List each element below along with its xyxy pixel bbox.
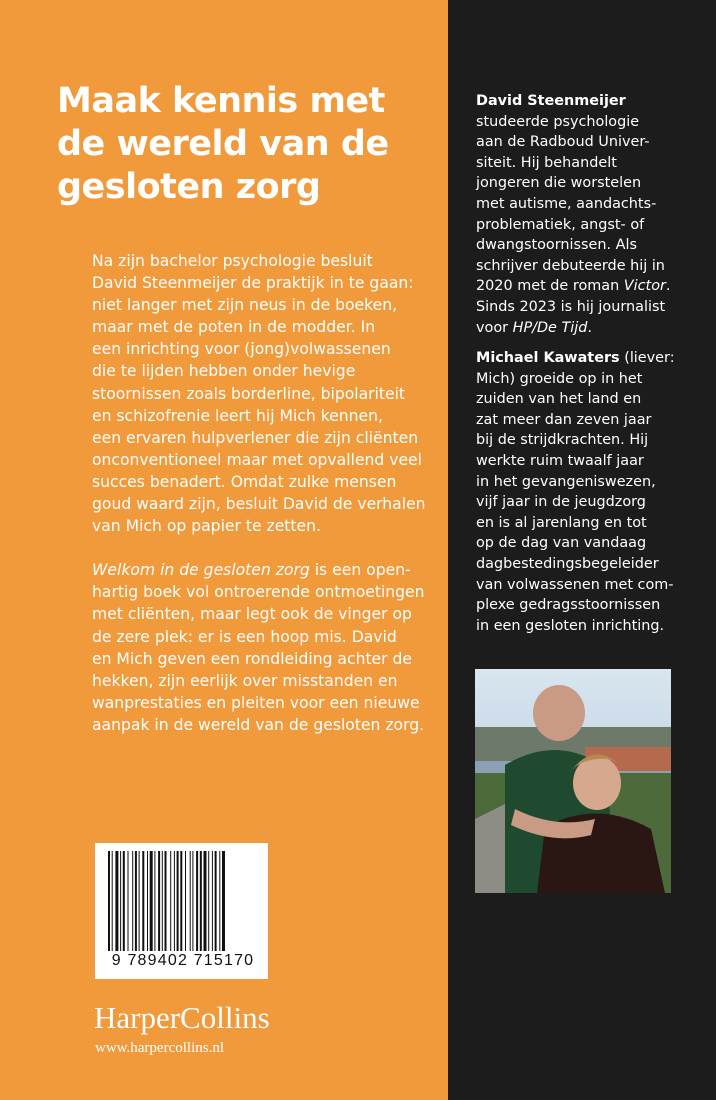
bio-line: vijf jaar in de jeugdzorg xyxy=(476,494,646,511)
barcode-bars xyxy=(108,851,255,951)
blurb-line: maar met de poten in de modder. In xyxy=(92,318,376,337)
headline xyxy=(57,80,437,209)
bio-line: dagbestedingsbegeleider xyxy=(476,555,659,572)
bio-line: zat meer dan zeven jaar xyxy=(476,411,652,428)
barcode xyxy=(95,843,268,979)
author-name: Michael Kawaters xyxy=(476,350,620,366)
bio-line: plexe gedragsstoornissen xyxy=(476,597,661,614)
bio-line-text: (liever: xyxy=(619,350,675,366)
bio-line: met autisme, aandachts- xyxy=(476,195,657,212)
author-photo-illustration xyxy=(475,669,671,893)
blurb-line: aanpak in de wereld van de gesloten zorg. xyxy=(92,715,425,734)
novel-title: Victor xyxy=(623,278,666,295)
blurb-line: wanprestaties en pleiten voor een nieuwe xyxy=(92,693,420,712)
bio-line: Mich) groeide op in het xyxy=(476,370,643,387)
bio-line: aan de Radboud Univer- xyxy=(476,134,650,151)
bio-line: op de dag van vandaag xyxy=(476,535,647,552)
blurb-paragraph-2 xyxy=(92,559,432,736)
bio-line-text: voor xyxy=(476,319,513,336)
bio-line: jongeren die worstelen xyxy=(476,175,642,192)
headline-line: Maak kennis met xyxy=(57,81,385,121)
bio-line xyxy=(476,91,706,112)
author-bio-david xyxy=(476,91,706,338)
bio-line: in het gevangeniswezen, xyxy=(476,473,656,490)
bio-line: studeerde psychologie xyxy=(476,113,640,130)
bio-line xyxy=(476,318,706,339)
blurb-line: hekken, zijn eerlijk over misstanden en xyxy=(92,671,398,690)
bio-line: dwangstoornissen. Als xyxy=(476,237,637,254)
blurb-line: niet langer met zijn neus in de boeken, xyxy=(92,296,398,315)
bio-line: werkte ruim twaalf jaar xyxy=(476,452,644,469)
publisher-logo: HarperCollins xyxy=(94,1000,270,1035)
publisher-website[interactable]: www.harpercollins.nl xyxy=(95,1040,224,1056)
blurb-line: van Mich op papier te zetten. xyxy=(92,517,321,536)
blurb-line: hartig boek vol ontroerende ontmoetingen xyxy=(92,583,425,602)
bio-line-text: . xyxy=(587,319,592,336)
book-title: Welkom in de gesloten zorg xyxy=(92,561,310,580)
blurb-line-rest: is een open- xyxy=(309,561,411,580)
blurb-line: en Mich geven een rondleiding achter de xyxy=(92,649,413,668)
bio-line: van volwassenen met com- xyxy=(476,576,674,593)
bio-line-text: . xyxy=(665,278,671,295)
blurb-line: David Steenmeijer de praktijk in te gaan: xyxy=(92,274,414,293)
bio-line: en is al jarenlang en tot xyxy=(476,514,647,531)
blurb-line: een ervaren hulpverlener die zijn cliënten xyxy=(92,428,419,447)
bio-line: zuiden van het land en xyxy=(476,391,642,408)
blurb-line: stoornissen zoals borderline, bipolariteit xyxy=(92,384,406,403)
magazine-title: HP/De Tijd xyxy=(512,319,588,336)
blurb-line: die te lijden hebben onder hevige xyxy=(92,362,356,381)
bio-line: problematiek, angst- of xyxy=(476,216,645,233)
blurb-line: Na zijn bachelor psychologie besluit xyxy=(92,252,373,270)
blurb-text xyxy=(92,250,432,758)
bio-line xyxy=(476,348,706,369)
blurb-line: met cliënten, maar legt ook de vinger op xyxy=(92,605,412,624)
author-bio-michael xyxy=(476,348,706,636)
bio-line: bij de strijdkrachten. Hij xyxy=(476,432,649,449)
blurb-line: onconventioneel maar met opvallend veel xyxy=(92,450,422,469)
author-photo xyxy=(475,669,671,893)
bio-line xyxy=(476,276,706,297)
blurb-paragraph-1 xyxy=(92,250,432,537)
bio-line: in een gesloten inrichting. xyxy=(476,617,665,634)
headline-line: gesloten zorg xyxy=(57,167,321,207)
headline-line: de wereld van de xyxy=(57,124,389,164)
isbn-number: 9 789402 715170 xyxy=(111,952,255,969)
blurb-line: de zere plek: er is een hoop mis. David xyxy=(92,627,397,646)
blurb-line xyxy=(92,559,432,581)
blurb-line: een inrichting voor (jong)volwassenen xyxy=(92,340,391,359)
bio-line: siteit. Hij behandelt xyxy=(476,154,617,171)
bio-line: schrijver debuteerde hij in xyxy=(476,257,665,274)
bio-line: Sinds 2023 is hij journalist xyxy=(476,298,666,315)
blurb-line: succes benadert. Omdat zulke mensen xyxy=(92,472,397,491)
blurb-line: goud waard zijn, besluit David de verhalen xyxy=(92,495,426,514)
author-name: David Steenmeijer xyxy=(476,93,626,109)
blurb-line: en schizofrenie leert hij Mich kennen, xyxy=(92,406,383,425)
bio-line-text: 2020 met de roman xyxy=(476,278,624,295)
